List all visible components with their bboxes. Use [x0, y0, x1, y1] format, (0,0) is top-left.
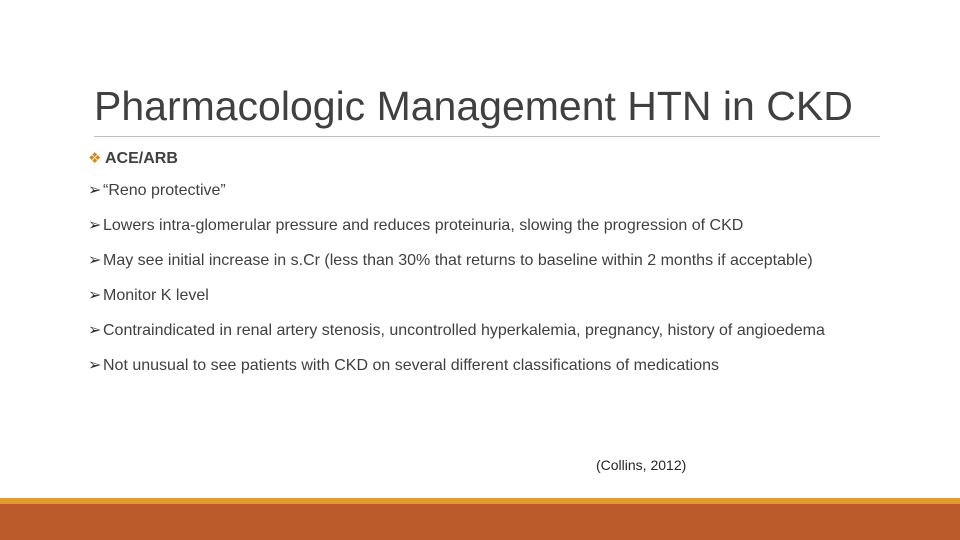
- heading-text: ACE/ARB: [105, 150, 178, 167]
- list-item-text: Not unusual to see patients with CKD on several different classifications of medications: [103, 357, 720, 374]
- arrow-bullet-icon: ➢: [88, 357, 102, 374]
- slide-title: Pharmacologic Management HTN in CKD: [94, 83, 853, 129]
- list-item: [88, 251, 828, 271]
- list-item: [88, 286, 888, 306]
- list-item: [88, 321, 848, 341]
- arrow-bullet-icon: ➢: [88, 217, 102, 234]
- slide-body: [88, 149, 888, 376]
- list-item: [88, 181, 888, 201]
- arrow-bullet-icon: ➢: [88, 287, 102, 304]
- citation: (Collins, 2012): [596, 457, 687, 473]
- arrow-bullet-icon: ➢: [88, 252, 102, 269]
- list-item: [88, 216, 888, 236]
- diamond-bullet-icon: ❖: [88, 150, 102, 167]
- list-item-text: Contraindicated in renal artery stenosis, uncontrolled hyperkalemia, pregnancy, history of angioedema: [103, 322, 825, 339]
- title-divider: [94, 136, 880, 137]
- footer-bar: [0, 504, 960, 540]
- list-item-text: Monitor K level: [103, 287, 209, 304]
- arrow-bullet-icon: ➢: [88, 322, 102, 339]
- list-item-text: Lowers intra-glomerular pressure and reduces proteinuria, slowing the progression of CKD: [103, 217, 744, 234]
- heading-bullet: [88, 149, 888, 169]
- list-item-text: May see initial increase in s.Cr (less than 30% that returns to baseline within 2 months if acceptable): [103, 252, 813, 269]
- list-item: [88, 356, 888, 376]
- list-item-text: “Reno protective”: [103, 182, 226, 199]
- arrow-bullet-icon: ➢: [88, 182, 102, 199]
